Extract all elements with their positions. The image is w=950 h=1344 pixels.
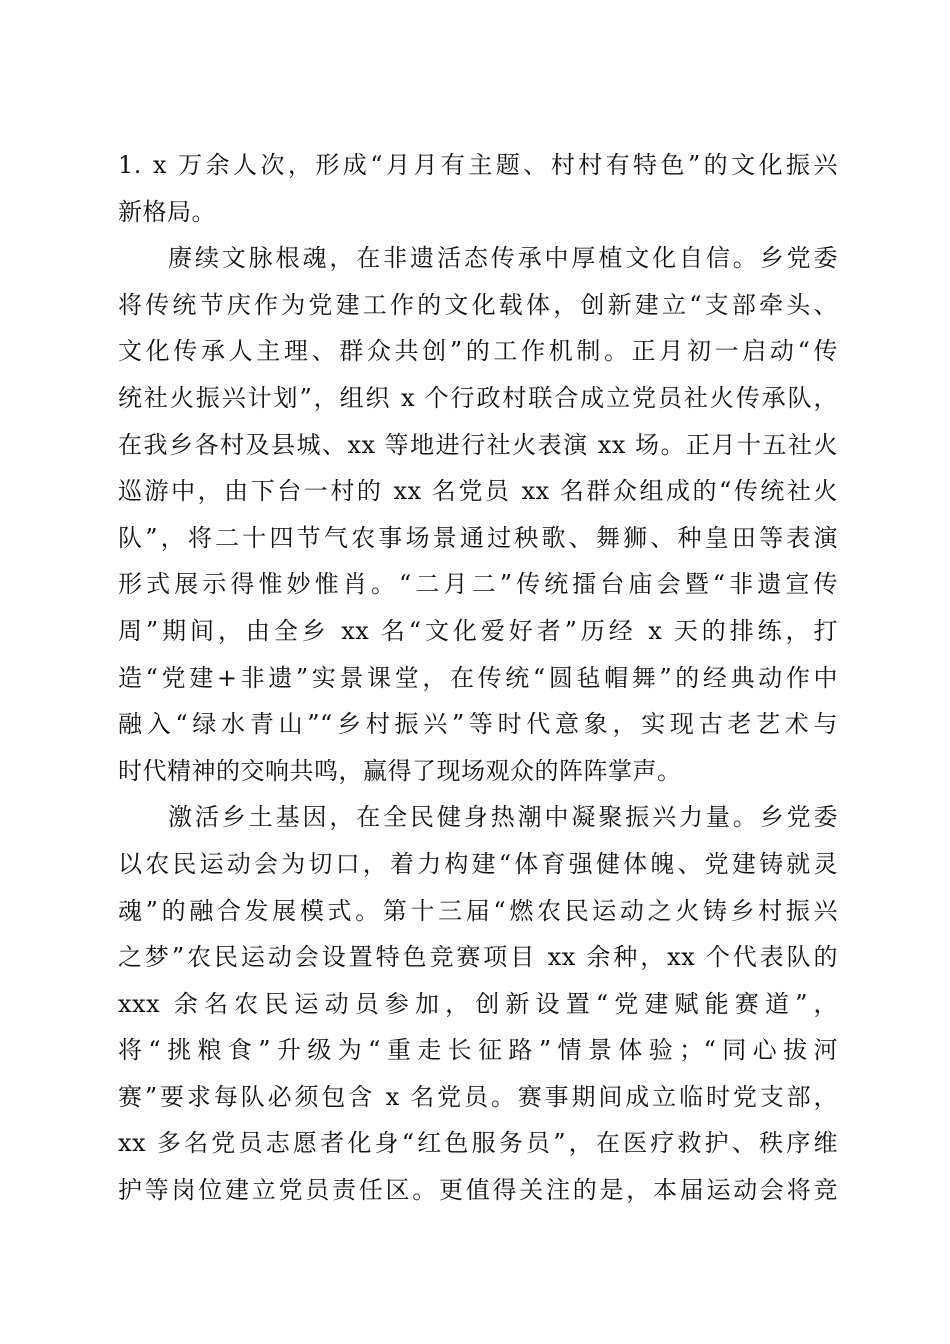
- text-line: 1. x 万余人次，形成“月月有主题、村村有特色”的文化振兴: [118, 151, 838, 179]
- text-line: 将传统节庆作为党建工作的文化载体，创新建立“支部牵头、: [118, 290, 838, 319]
- text-line: 周”期间，由全乡 xx 名“文化爱好者”历经 x 天的排练，打: [118, 616, 838, 645]
- text-line: 统社火振兴计划”，组织 x 个行政村联合成立党员社火传承队，: [118, 383, 838, 412]
- text-line: xx 多名党员志愿者化身“红色服务员”，在医疗救护、秩序维: [118, 1129, 838, 1158]
- text-line: 护等岗位建立党员责任区。更值得关注的是，本届运动会将竞: [118, 1176, 838, 1205]
- text-line: 将“挑粮食”升级为“重走长征路”情景体验；“同心拔河: [118, 1036, 838, 1065]
- text-line: 在我乡各村及县城、xx 等地进行社火表演 xx 场。正月十五社火: [118, 430, 838, 459]
- text-line: 激活乡土基因，在全民健身热潮中凝聚振兴力量。乡党委: [168, 803, 838, 832]
- text-line: 赛”要求每队必须包含 x 名党员。赛事期间成立临时党支部，: [118, 1082, 838, 1111]
- paragraph-2: [118, 235, 838, 794]
- text-line: 赓续文脉根魂，在非遗活态传承中厚植文化自信。乡党委: [168, 244, 838, 273]
- paragraph-3: [118, 794, 838, 1213]
- text-line: 造“党建+非遗”实景课堂，在传统“圆毡帽舞”的经典动作中: [118, 663, 838, 692]
- text-line: 以农民运动会为切口，着力构建“体育强健体魄、党建铸就灵: [118, 849, 838, 878]
- text-line: 形式展示得惟妙惟肖。“二月二”传统擂台庙会暨“非遗宣传: [118, 570, 838, 599]
- text-line: xxx 余名农民运动员参加，创新设置“党建赋能赛道”，: [118, 989, 838, 1018]
- text-line: 队”，将二十四节气农事场景通过秧歌、舞狮、种皇田等表演: [118, 523, 838, 552]
- text-line: 文化传承人主理、群众共创”的工作机制。正月初一启动“传: [118, 337, 838, 366]
- text-line: 融入“绿水青山”“乡村振兴”等时代意象，实现古老艺术与: [118, 710, 838, 739]
- text-line: 新格局。: [118, 197, 216, 226]
- text-line: 之梦”农民运动会设置特色竞赛项目 xx 余种，xx 个代表队的: [118, 943, 838, 972]
- text-line: 魂”的融合发展模式。第十三届“燃农民运动之火铸乡村振兴: [118, 896, 838, 925]
- text-line: 巡游中，由下台一村的 xx 名党员 xx 名群众组成的“传统社火: [118, 477, 838, 506]
- text-line: 时代精神的交响共鸣，赢得了现场观众的阵阵掌声。: [118, 756, 682, 785]
- document-body: [118, 142, 838, 1214]
- paragraph-1: [118, 142, 838, 235]
